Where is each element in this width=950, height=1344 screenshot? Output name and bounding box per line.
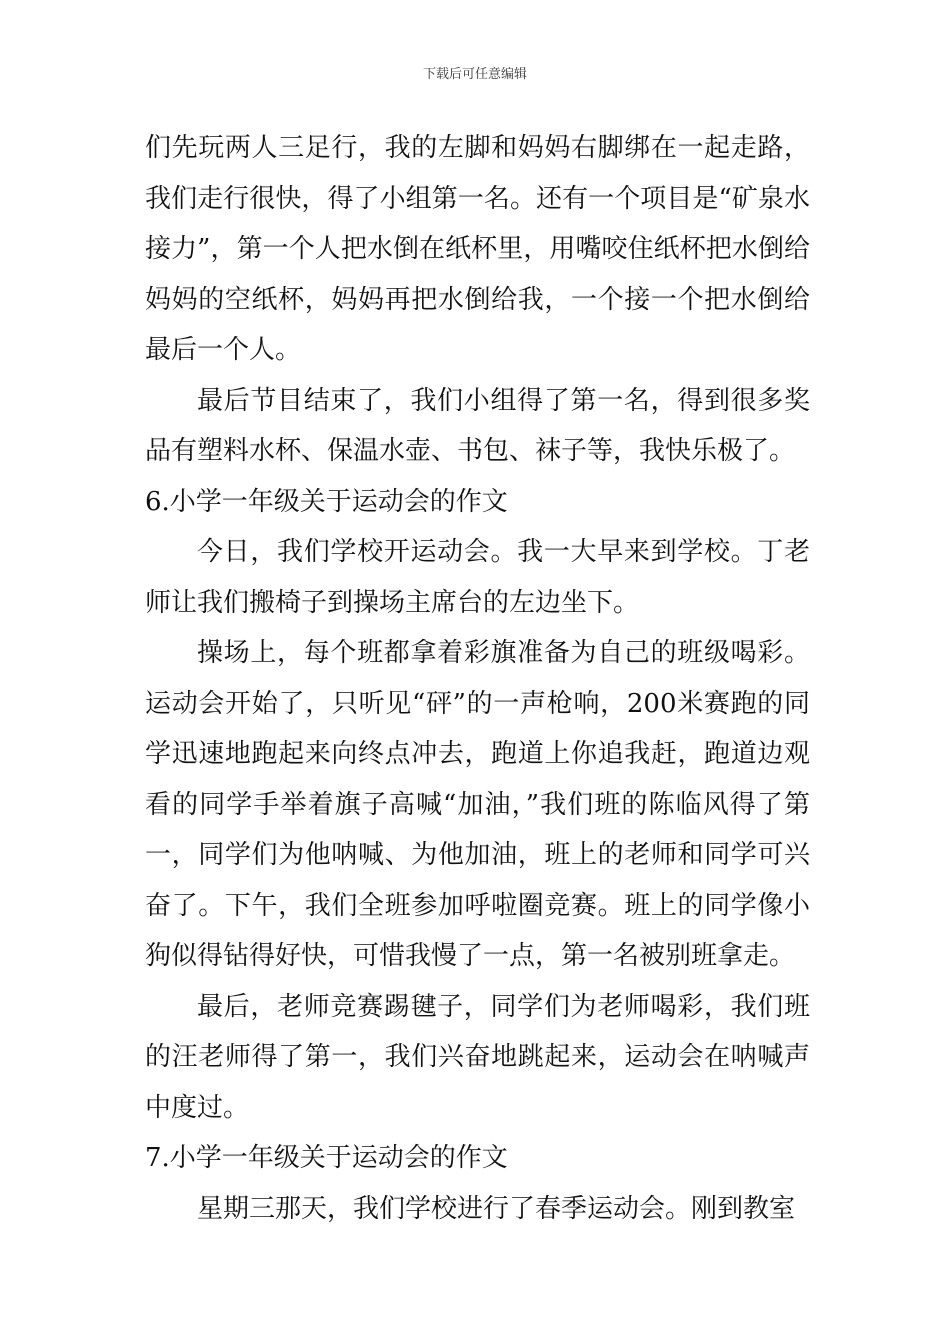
section-heading: 7.小学一年级关于运动会的作文	[145, 1143, 508, 1173]
paragraph: 操场上，每个班都拿着彩旗准备为自己的班级喝彩。运动会开始了，只听见“砰”的一声枪响，200米赛跑的同学迅速地跑起来向终点冲去，跑道上你追我赶，跑道边观看的同学手举着旗子高喊“加油，”我们班的陈临风得了第一，同学们为他呐喊、为他加油，班上的老师和同学可兴奋了。下午，我们全班参加呼啦圈竞赛。班上的同学像小狗似得钻得好快，可惜我慢了一点，第一名被别班拿走。	[145, 638, 810, 971]
document-body	[145, 123, 810, 1234]
paragraph: 今日，我们学校开运动会。我一大早来到学校。丁老师让我们搬椅子到操场主席台的左边坐下。	[145, 537, 810, 618]
paragraph: 们先玩两人三足行，我的左脚和妈妈右脚绑在一起走路，我们走行很快，得了小组第一名。还有一个项目是“矿泉水接力”，第一个人把水倒在纸杯里，用嘴咬住纸杯把水倒给妈妈的空纸杯，妈妈再把水倒给我，一个接一个把水倒给最后一个人。	[145, 133, 810, 365]
page-header-note: 下载后可任意编辑	[422, 67, 527, 82]
section-heading: 6.小学一年级关于运动会的作文	[145, 486, 508, 517]
paragraph: 星期三那天，我们学校进行了春季运动会。刚到教室	[197, 1193, 796, 1224]
paragraph: 最后，老师竞赛踢毽子，同学们为老师喝彩，我们班的汪老师得了第一，我们兴奋地跳起来，运动会在呐喊声中度过。	[145, 991, 810, 1123]
paragraph: 最后节目结束了，我们小组得了第一名，得到很多奖品有塑料水杯、保温水壶、书包、袜子等，我快乐极了。	[145, 385, 810, 466]
